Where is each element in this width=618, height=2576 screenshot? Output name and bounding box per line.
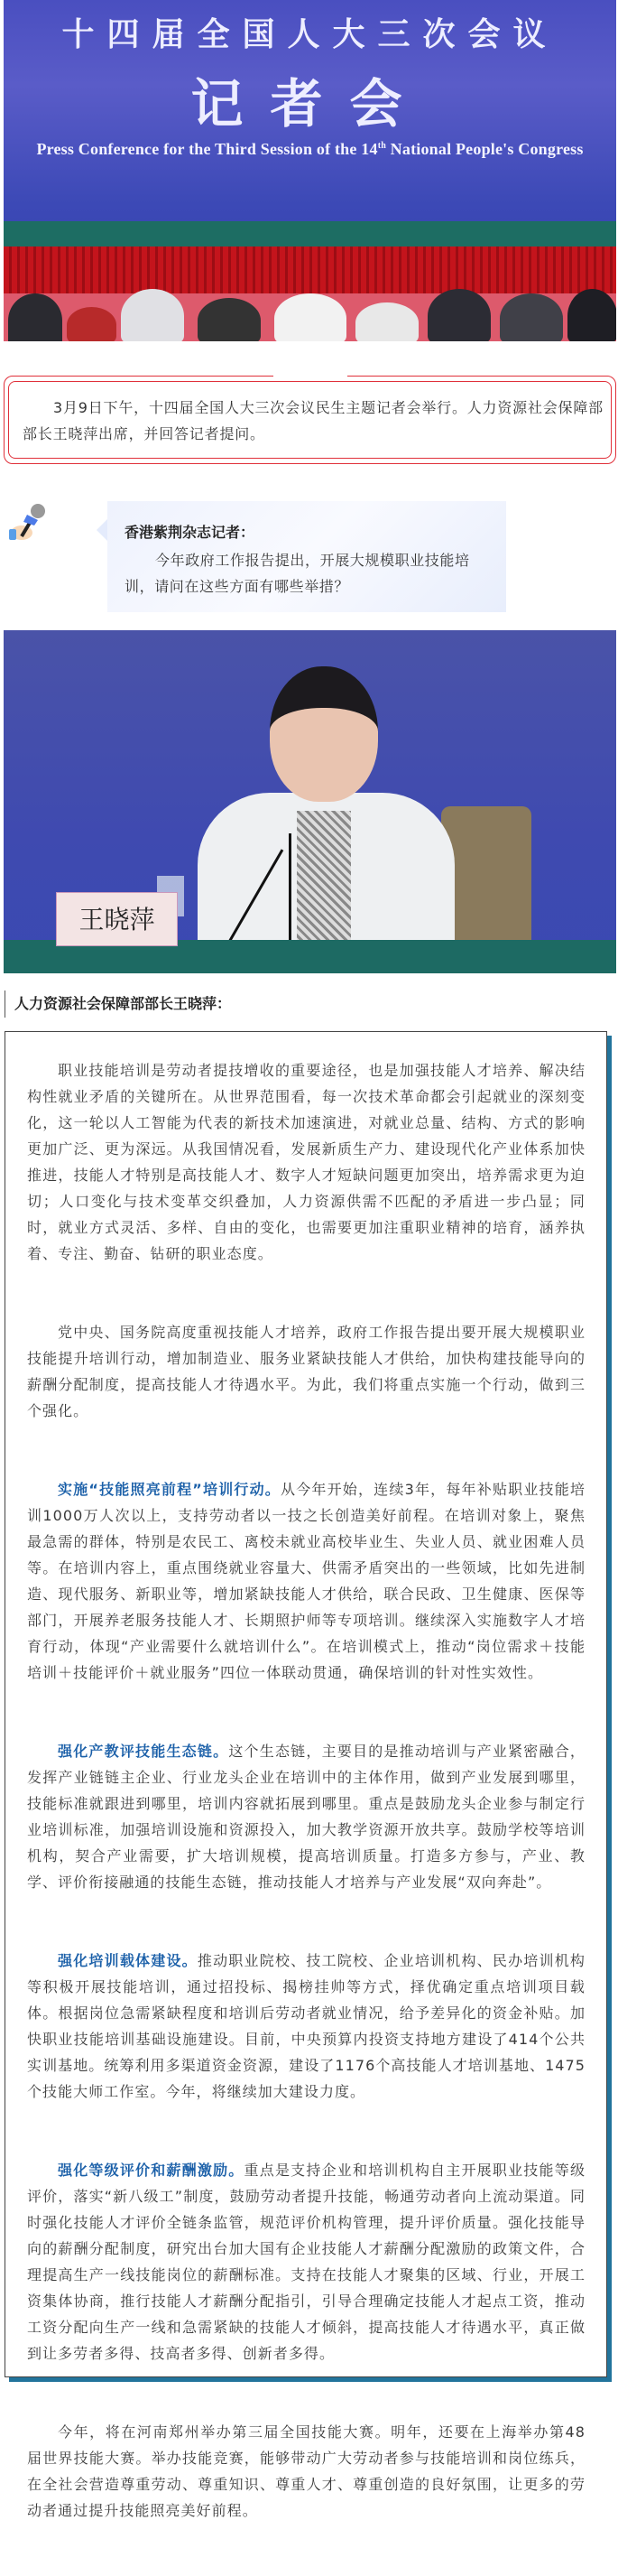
speaker-photo — [4, 630, 616, 973]
intro-text: 3月9日下午，十四届全国人大三次会议民生主题记者会举行。人力资源社会保障部部长王晓萍出席，并回答记者提问。 — [23, 399, 604, 442]
intro-box — [4, 376, 616, 464]
paragraph-body: 这个生态链，主要目的是推动培训与产业紧密融合，发挥产业链链主企业、行业龙头企业在培训中的主体作用，做到产业发展到哪里，技能标准就跟进到哪里，培训内容就拓展到哪里。重点是鼓励龙头企业参与制定行业培训标准，加强培训设施和资源投入，加大教学资源开放共享。鼓励学校等培训机构，契合产业需要，扩大培训规模，提高培训质量。打造多方参与，产业、教学、评价衔接融通的技能生态链，推动技能人才培养与产业发展“双向奔赴”。 — [27, 1743, 586, 1891]
answer-paragraph — [27, 1476, 586, 1686]
paragraph-lead: 强化培训载体建设。 — [58, 1952, 198, 1969]
banner-english: Press Conference for the Third Session of the 14th National People's Congress — [36, 140, 584, 158]
answer-text — [27, 1057, 586, 2576]
banner-title: 十四届全国人大三次会议 — [61, 15, 558, 53]
paragraph-body: 从今年开始，连续3年，每年补贴职业技能培训1000万人次以上，支持劳动者以一技之长创造美好前程。在培训对象上，聚焦最急需的群体，特别是农民工、离校未就业高校毕业生、失业人员、就业困难人员等。在培训内容上，重点围绕就业容量大、供需矛盾突出的一些领域，比如先进制造、现代服务、新职业等，增加紧缺技能人才供给，联合民政、卫生健康、医保等部门，开展养老服务技能人才、长期照护师等专项培训。继续深入实施数字人才培育行动，体现“产业需要什么就培训什么”。在培训模式上，推动“岗位需求＋技能培训＋技能评价＋就业服务”四位一体联动贯通，确保培训的针对性实效性。 — [27, 1481, 586, 1681]
answer-paragraph — [27, 2419, 586, 2524]
microphone-icon — [7, 502, 47, 544]
answer-paragraph — [27, 1319, 586, 1424]
paragraph-body: 职业技能培训是劳动者提技增收的重要途径，也是加强技能人才培养、解决结构性就业矛盾的关键所在。从世界范围看，每一次技术革命都会引起就业的深刻变化，这一轮以人工智能为代表的新技术加速演进，对就业总量、结构、方式的影响更加广泛、更为深远。从我国情况看，发展新质生产力、建设现代化产业体系加快推进，技能人才特别是高技能人才、数字人才短缺问题更加突出，培养需求更为迫切；人口变化与技术变革交织叠加，人力资源供需不匹配的矛盾进一步凸显；同时，就业方式灵活、多样、自由的变化，也需要更加注重职业精神的培育，涵养执着、专注、勤奋、钻研的职业态度。 — [27, 1062, 586, 1262]
nameplate: 王晓萍 — [56, 892, 178, 946]
paragraph-body: 今年，将在河南郑州举办第三届全国技能大赛。明年，还要在上海举办第48届世界技能大赛。举办技能竞赛，能够带动广大劳动者参与技能培训和岗位练兵，在全社会营造尊重劳动、尊重知识、尊重人才、尊重创造的良好氛围，让更多的劳动者通过提升技能照亮美好前程。 — [27, 2423, 586, 2519]
paragraph-lead: 强化产教评技能生态链。 — [58, 1743, 229, 1760]
paragraph-lead: 强化等级评价和薪酬激励。 — [58, 2162, 244, 2179]
question-text: 今年政府工作报告提出，开展大规模职业技能培训，请问在这些方面有哪些举措？ — [125, 552, 470, 595]
answer-paragraph — [27, 2157, 586, 2367]
audience — [4, 271, 616, 341]
paragraph-body: 重点是支持企业和培训机构自主开展职业技能等级评价，落实“新八级工”制度，鼓励劳动者提升技能，畅通劳动者向上流动渠道。同时强化技能人才评价全链条监管，规范评价机构管理，提升评价质量。强化技能导向的薪酬分配制度，研究出台加大国有企业技能人才薪酬分配激励的政策文件，合理提高生产一线技能岗位的薪酬标准。支持在技能人才聚集的区域、行业，开展工资集体协商，推行技能人才薪酬分配指引，引导合理确定技能人才起点工资，推动工资分配向生产一线和急需紧缺的技能人才倾斜，提高技能人才待遇水平，真正做到让多劳者多得、技高者多得、创新者多得。 — [27, 2162, 586, 2362]
speaker-heading: 人力资源社会保障部部长王晓萍： — [5, 990, 231, 1018]
reporter-name: 香港紫荆杂志记者： — [125, 524, 255, 541]
answer-box — [5, 1031, 607, 2519]
paragraph-body: 党中央、国务院高度重视技能人才培养，政府工作报告提出要开展大规模职业技能提升培训行动，增加制造业、服务业紧缺技能人才供给，加快构建技能导向的薪酬分配制度，提高技能人才待遇水平。为此，我们将重点实施一个行动，做到三个强化。 — [27, 1324, 586, 1419]
answer-paragraph — [27, 1738, 586, 1895]
answer-paragraph — [27, 1057, 586, 1267]
paragraph-lead: 实施“技能照亮前程”培训行动。 — [58, 1481, 281, 1498]
paragraph-body: 推动职业院校、技工院校、企业培训机构、民办培训机构等积极开展技能培训，通过招投标、揭榜挂帅等方式，择优确定重点培训项目载体。根据岗位急需紧缺程度和培训后劳动者就业情况，给予差异化的资金补贴。加快职业技能培训基础设施建设。目前，中央预算内投资支持地方建设了414个公共实训基地。统筹利用多渠道资金资源，建设了1176个高技能人才培训基地、1475个技能大师工作室。今年，将继续加大建设力度。 — [27, 1952, 586, 2100]
microphone — [289, 833, 291, 955]
question-bubble — [107, 501, 506, 612]
podium-table — [4, 221, 616, 246]
answer-paragraph — [27, 1948, 586, 2105]
banner-subtitle: 记者会 — [190, 73, 429, 135]
press-conference-photo — [4, 0, 616, 341]
